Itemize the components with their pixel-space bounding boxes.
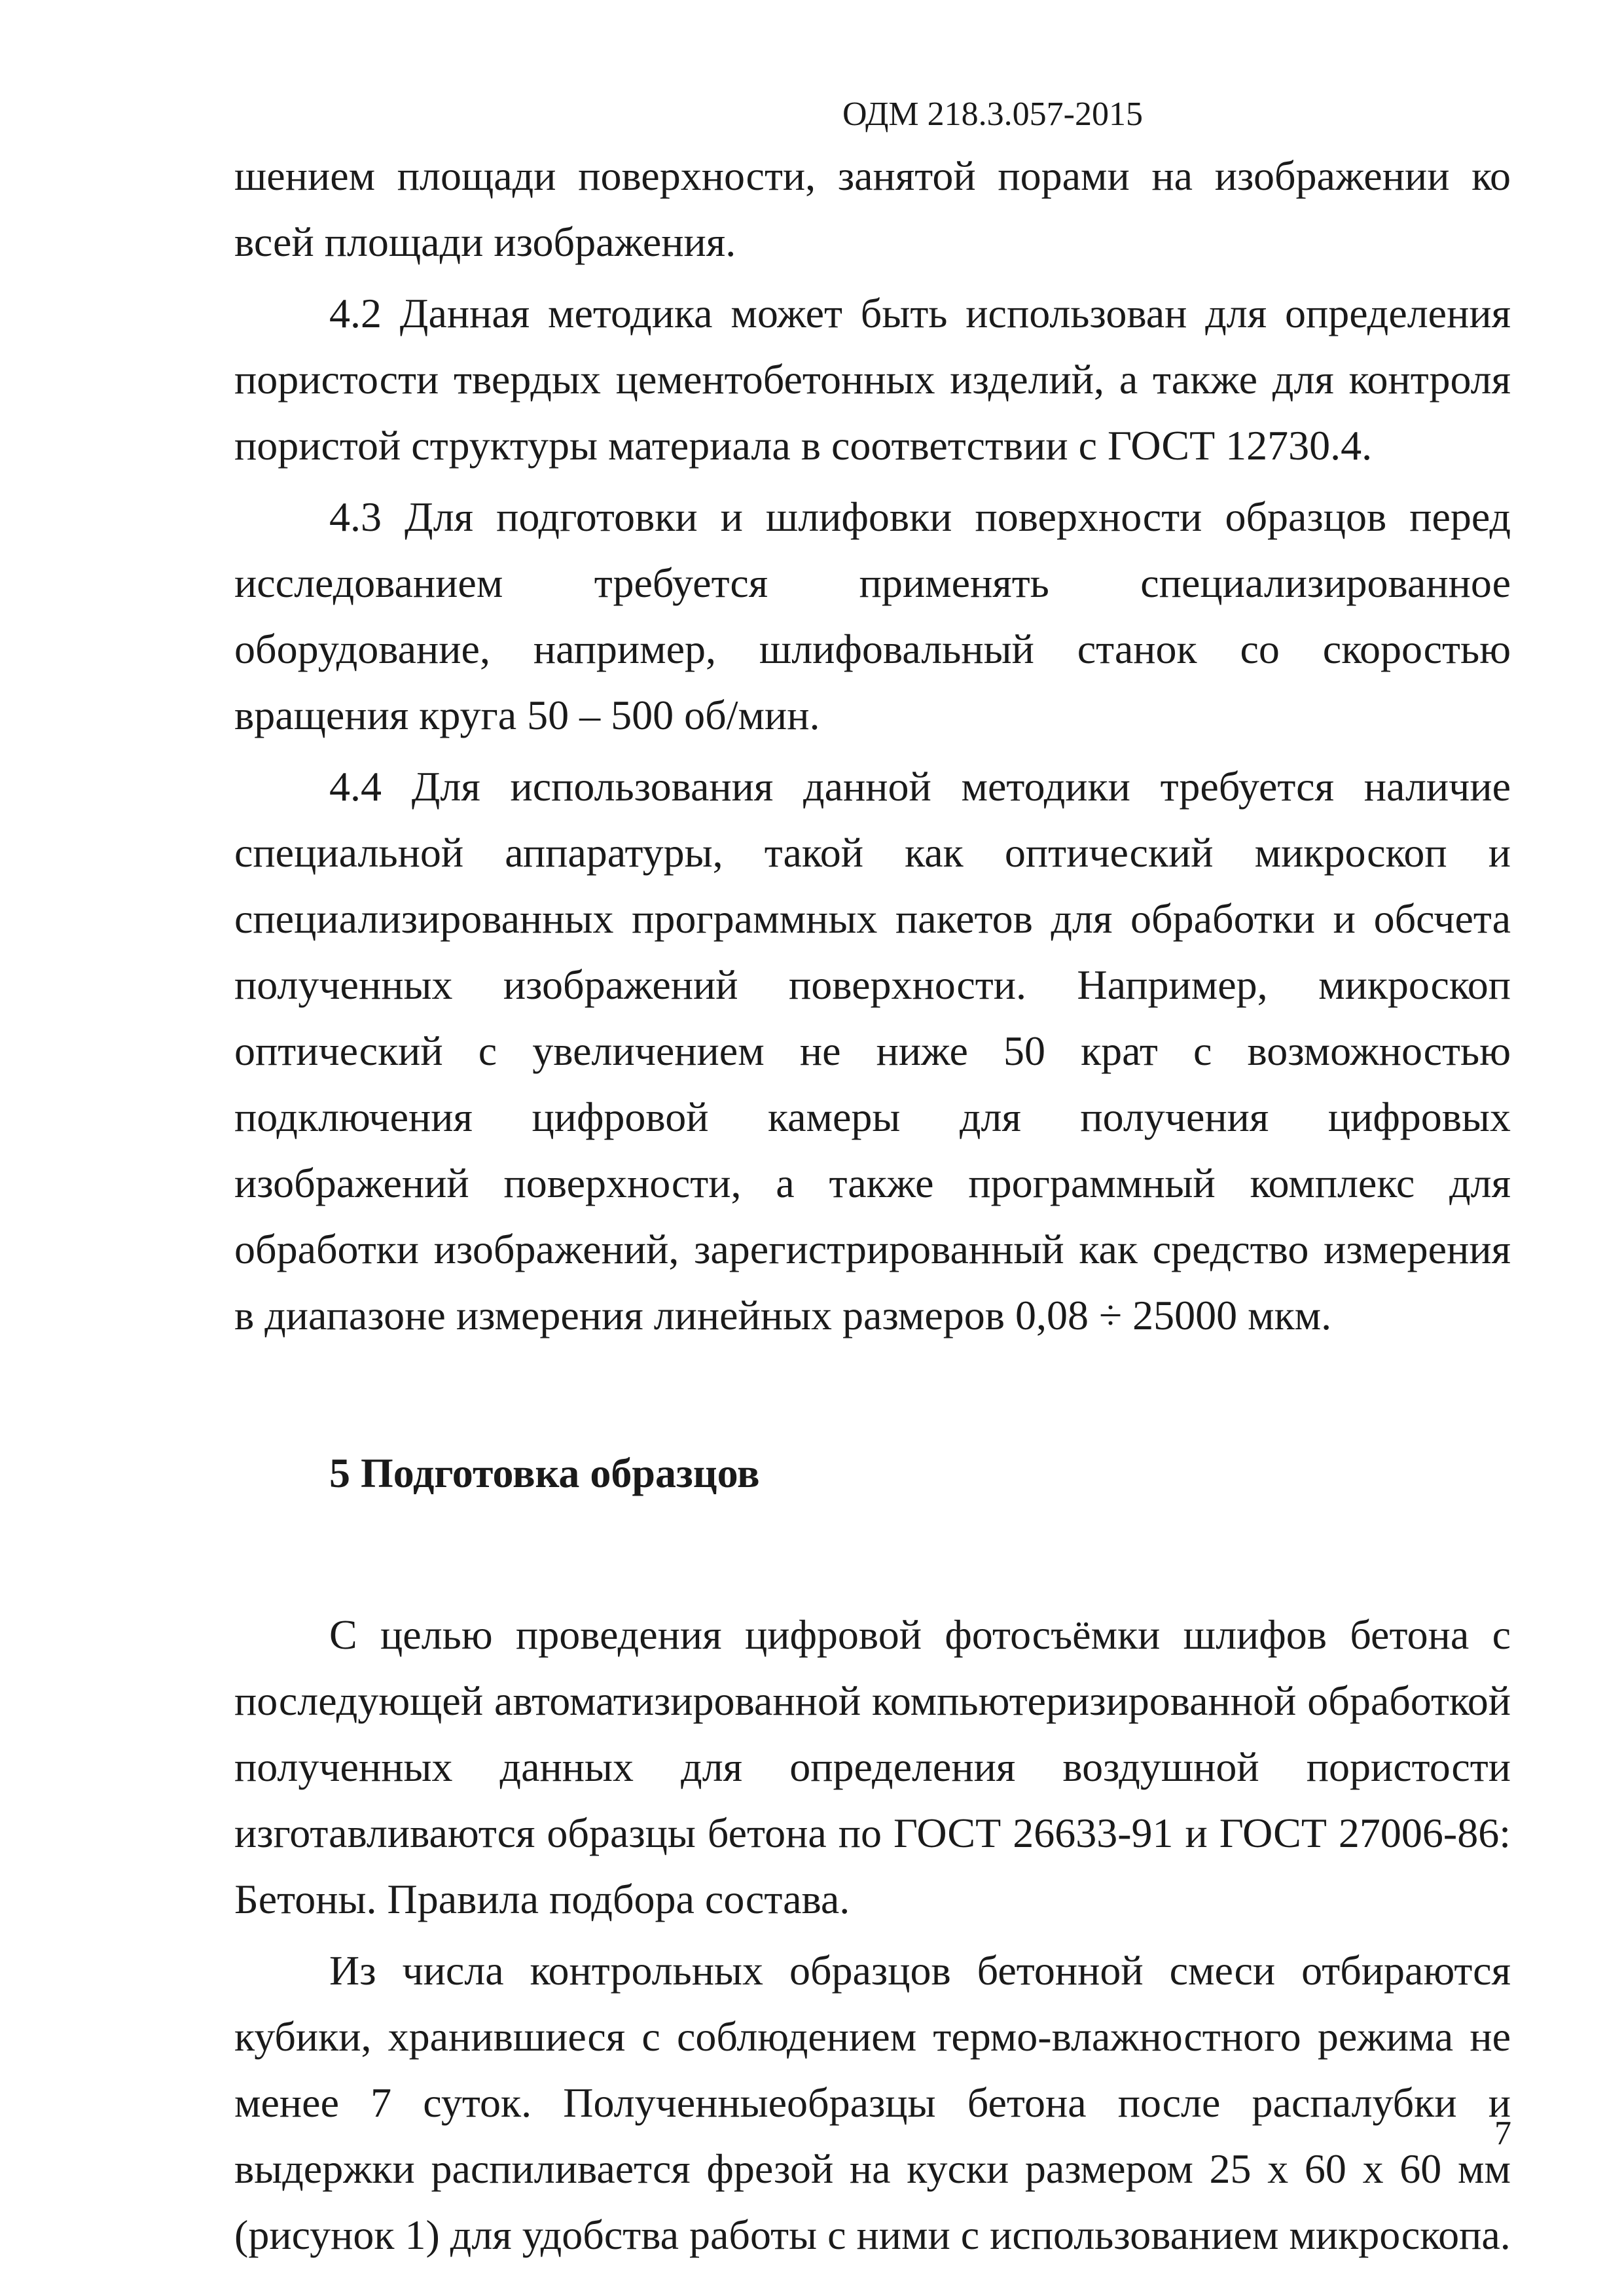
page-number: 7 xyxy=(1494,2115,1511,2152)
paragraph-4-3: 4.3 Для подготовки и шлифовки поверхности образцов перед исследованием требуется применять специализированное оборудование, например, шлифовальный станок со скоростью вращения круга 50 – 500 об/мин. xyxy=(234,493,1511,738)
section-5-paragraph-1: С целью проведения цифровой фотосъёмки шлифов бетона с последующей автоматизированной компьютеризированной обработкой полученных данных для определения воздушной пористости изготавливаются образцы бетона по ГОСТ 26633-91 и ГОСТ 27006-86: Бетоны. Правила подбора состава. xyxy=(234,1611,1511,1922)
document-code-header: ОДМ 218.3.057-2015 xyxy=(842,96,1143,133)
paragraph-4-2: 4.2 Данная методика может быть использован для определения пористости твердых цементобетонных изделий, а также для контроля пористой структуры материала в соответствии с ГОСТ 12730.4. xyxy=(234,290,1511,469)
paragraph-intro-continuation: шением площади поверхности, занятой порами на изображении ко всей площади изображения. xyxy=(234,152,1511,265)
paragraph-4-4: 4.4 Для использования данной методики требуется наличие специальной аппаратуры, такой как оптический микроскоп и специализированных программных пакетов для обработки и обсчета полученных изображений поверхности. Например, микроскоп оптический с увеличением не ниже 50 крат с возможностью подключения цифровой камеры для получения цифровых изображений поверхности, а также программный комплекс для обработки изображений, зарегистрированный как средство измерения в диапазоне измерения линейных размеров 0,08 ÷ 25000 мкм. xyxy=(234,763,1511,1338)
section-5-paragraph-2: Из числа контрольных образцов бетонной смеси отбираются кубики, хранившиеся с соблюдением термо-влажностного режима не менее 7 суток. Полученныеобразцы бетона после распалубки и выдержки распиливается фрезой на куски размером 25 х 60 х 60 мм (рисунок 1) для удобства работы с ними с использованием микроскопа. xyxy=(234,1947,1511,2258)
section-5-heading: 5 Подготовка образцов xyxy=(329,1450,760,1496)
document-body xyxy=(234,143,1511,2268)
